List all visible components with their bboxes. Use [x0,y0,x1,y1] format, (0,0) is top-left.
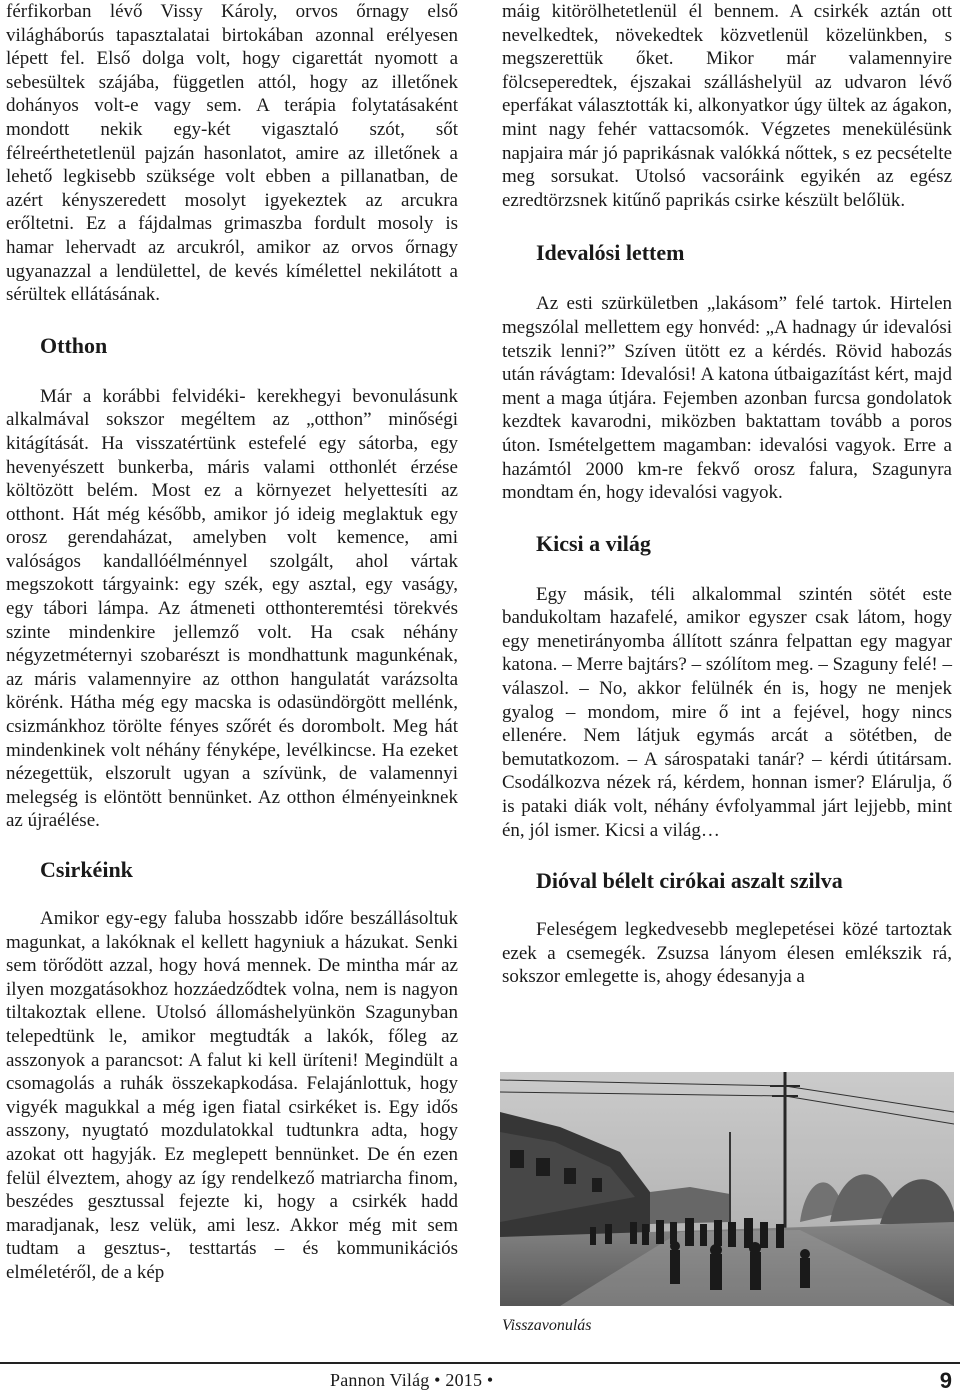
photo-caption: Visszavonulás [502,1317,592,1334]
page-number: 9 [939,1368,952,1393]
right-column [502,0,952,989]
retreat-photo [500,1072,954,1306]
heading-kicsi: Kicsi a világ [536,530,651,556]
kicsi-paragraph: Egy másik, téli alkalommal szintén sötét este bandukoltam hazafelé, amikor egyszer csak látom, hogy egy menetirányomba állított szánra felpattan egy magyar katona. – Merre bajtárs? – szólítom meg. – Szaguny felé! – válaszol. – No, akkor felülnék én is, hogy ne menjek gyalog – mondom, mire ő int a fejével, hogy nincs ellenére. Nem látjuk egymás arcát a sötétben, de bemutatkozom. – A sárospataki tanár? – kérdi útitársam. Csodálkozva nézek rá, kérdem, honnan ismer? Elárulja, ő is pataki diák volt, néhány évfolyammal járt lejjebb, mint én, jól ismer. Kicsi a világ… [502,583,952,841]
heading-idevalosi: Idevalósi lettem [536,240,685,266]
heading-otthon: Otthon [40,332,108,358]
photo-illustration [500,1072,954,1306]
page-footer [0,1368,960,1392]
heading-csirkeink: Csirkéink [40,857,133,882]
dioval-paragraph: Feleségem legkedvesebb meglepetései közé tartoztak ezek a csemegék. Zsuzsa lányom élesen emlékszik rá, sokszor emlegette is, ahogy édesanyja a [502,919,952,988]
heading-dioval: Dióval bélelt cirókai aszalt szilva [536,868,843,894]
intro-paragraph: férfikorban lévő Vissy Károly, orvos őrnagy első világháborús tapasztalatai birtokában azonnal erélyesen lépett fel. Első dolga volt, hogy cigarettát nyomott a sebesültek szájába, független attól, hogy az illetőnek dohányos volt-e vagy sem. A terápia folytatásaként mondott nekik egy-két vigasztaló szót, sőt félreérthetetlenül pajzán hasonlatot, amire az illetőnek a lehető legkisebb szüksége volt ebben a pillanatban, de azért kényszeredett mosolyt igyekeztek az arcukra erőltetni. Ez a fájdalmas grimaszba fordult mosoly is hamar lehervadt az arcukról, amikor az orvos őrnagy ugyanazzal a lendülettel, de kevés kímélettel nekilátott a sérültek ellátásának. [6,1,458,306]
idevalosi-paragraph: Az esti szürkületben „lakásom” felé tartok. Hirtelen megszólal mellettem egy honvéd: „A hadnagy úr idevalósi tetszik lenni?” Szíven ütött ez a kérdés. Rövid habozás után rávágtam: Idevalósi! A katona útbaigazítást kért, majd ment a maga útjára. Fejemben azonban furcsa gondolatok kezdtek kavarodni, miközben baktattam tovább a poros úton. Ismételgettem magamban: idevalósi vagyok. Erre a hazámtól 2000 km-re fekvő orosz falura, Szagunyra mondtam én, hogy idevalósi vagyok. [502,293,952,504]
csirkeink-paragraph: Amikor egy-egy faluba hosszabb időre beszállásoltuk magunkat, a lakóknak el kellett hagyniuk a házukat. Senki sem törődött azzal, hogy hová mennek. De mintha már az ilyen mozgatásokhoz hozzáedződtek volna, nem is nagyon tiltakoztak ellene. Utolsó állomáshelyünkön Szagunyban telepedtünk le, amikor megtudták a lakók, főleg az asszonyok a parancsot: A falut ki kell üríteni! Megindült a csomagolás a ruhák összekapkodása. Felajánlottuk, hogy vigyék magukkal a még igen fiatal csirkéket is. Egy idős asszony, nyugtató mozdulatokkal tudtunkra adta, hogy azokat ott hagyják. Ez meglepett bennünket. De én ezen felül élveztem, ahogy az így rendelkező matriarcha finom, beszédes gesztussal fejezte ki, hogy a csirkék hadd maradjanak, lesz velük, ami lesz. Akkor még mit sem tudtam a gesztus-, testtartás – és kommunikációs elméletéről, de a kép [6,908,458,1283]
left-column [6,0,458,1285]
footer-publication: Pannon Világ • 2015 • [330,1370,494,1390]
footer-rule [0,1362,960,1364]
continued-paragraph: máig kitörölhetetlenül él bennem. A csirkék aztán ott nevelkedtek, növekedtek közvetlenül közelünkben, s megszerettük őket. Mikor már valamennyire fölcseperedtek, éjszakai szálláshelyül az udvaron lévő eperfákat választották ki, alkonyatkor úgy ültek az ágakon, mint nagy fehér vattacsomók. Végzetes menekülésünk napjaira már jó paprikásnak valókká nőttek, s ez pecsételte meg sorsukat. Utolsó vacsoráink egyikén az egész ezredtörzsnek kitűnő paprikás csirke készült belőlük. [502,1,952,211]
otthon-paragraph: Már a korábbi felvidéki- kerekhegyi bevonulásunk alkalmával sokszor megéltem az „otthon” minőségi kitágítását. Ha visszatértünk estefelé egy sátorba, egy hevenyészett bunkerba, máris valami otthonlét érzése költözött belém. Most ez a környezet helyettesíti az otthont. Hát még később, amikor jó ideig meglaktuk egy orosz gerendaházat, amelyben volt kemence, ami valóságos kandallóélménnyel szolgált, ahol vártak megszokott tárgyaink: egy szék, egy asztal, egy vaságy, egy tábori lámpa. Az átmeneti otthonteremtési törekvés szinte mindenkire jellemző volt. Ha csak néhány négyzetméternyi szobarészt is mondhattunk magunkénak, az máris valamennyire az otthon hangulatát varázsolta körénk. Hátha még egy macska is odasündörgött mellénk, csizmánkhoz törölte fényes szőrét és dorombolt. Meg hát mindenkinek volt néhány fényképe, levélkincse. Ha ezeket nézegettük, elszorult ugyan a szívünk, de valamennyi melegség is elöntött bennünket. Az otthon élményeinknek az újraélése. [6,385,458,832]
